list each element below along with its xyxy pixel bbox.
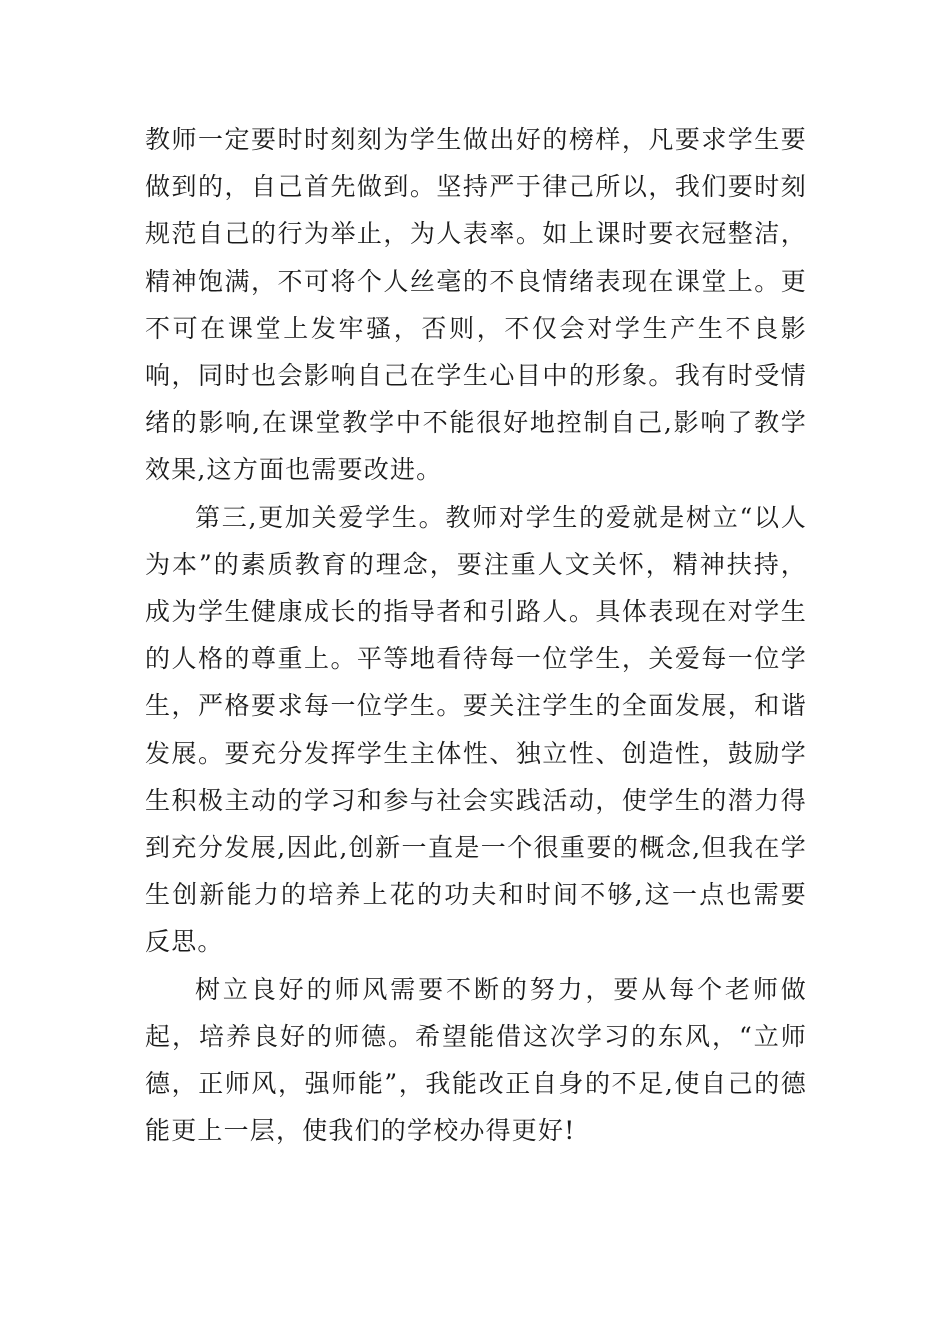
paragraph-conclusion: 树立良好的师风需要不断的努力，要从每个老师做起，培养良好的师德。希望能借这次学习的东风，“立师德，正师风，强师能”，我能改正自身的不足,使自己的德能更上一层，使我们的学校办得更好!	[145, 974, 807, 1146]
paragraph-care-for-students: 第三,更加关爱学生。教师对学生的爱就是树立“以人为本”的素质教育的理念，要注重人文关怀，精神扶持，成为学生健康成长的指导者和引路人。具体表现在对学生的人格的尊重上。平等地看待每一位学生，关爱每一位学生，严格要求每一位学生。要关注学生的全面发展，和谐发展。要充分发挥学生主体性、独立性、创造性，鼓励学生积极主动的学习和参与社会实践活动，使学生的潜力得到充分发展,因此,创新一直是一个很重要的概念,但我在学生创新能力的培养上花的功夫和时间不够,这一点也需要反思。	[145, 502, 807, 957]
paragraph-continued: 教师一定要时时刻刻为学生做出好的榜样，凡要求学生要做到的，自己首先做到。坚持严于律己所以，我们要时刻规范自己的行为举止，为人表率。如上课时要衣冠整洁，精神饱满，不可将个人丝毫的不良情绪表现在课堂上。更不可在课堂上发牢骚，否则，不仅会对学生产生不良影响，同时也会影响自己在学生心目中的形象。我有时受情绪的影响,在课堂教学中不能很好地控制自己,影响了教学效果,这方面也需要改进。	[145, 125, 807, 485]
document-body	[145, 116, 807, 1154]
